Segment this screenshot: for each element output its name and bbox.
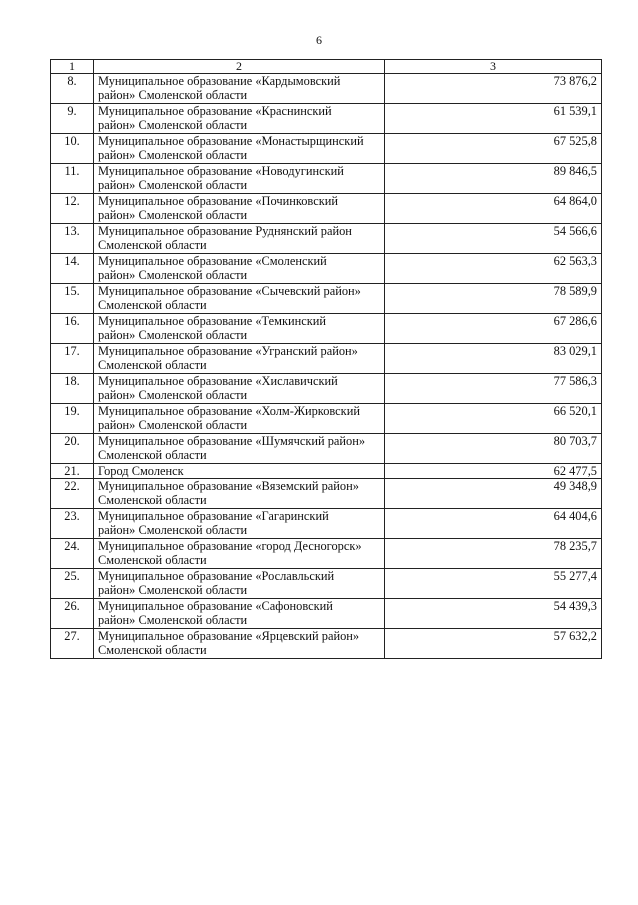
municipality-name-line: район» Смоленской области xyxy=(98,118,248,132)
row-number: 16. xyxy=(51,314,94,344)
municipality-name-line: Муниципальное образование «Гагаринский xyxy=(98,509,329,523)
amount-value: 67 286,6 xyxy=(385,314,602,344)
row-number: 14. xyxy=(51,254,94,284)
municipality-name-line: Муниципальное образование «Починковский xyxy=(98,194,338,208)
municipality-name xyxy=(94,134,385,164)
table-body xyxy=(51,60,602,659)
table-row xyxy=(51,539,602,569)
municipality-name xyxy=(94,344,385,374)
amount-value: 78 235,7 xyxy=(385,539,602,569)
row-number: 25. xyxy=(51,569,94,599)
row-number: 22. xyxy=(51,479,94,509)
municipality-name xyxy=(94,164,385,194)
amount-value: 66 520,1 xyxy=(385,404,602,434)
row-number: 20. xyxy=(51,434,94,464)
table-row xyxy=(51,194,602,224)
municipality-name-line: Муниципальное образование Руднянский район xyxy=(98,224,352,238)
municipality-name-line: Смоленской области xyxy=(98,553,207,567)
municipality-name-line: Город Смоленск xyxy=(98,464,184,478)
amount-value: 49 348,9 xyxy=(385,479,602,509)
table-row xyxy=(51,629,602,659)
table-row xyxy=(51,509,602,539)
table-header-row xyxy=(51,60,602,74)
municipality-name-line: Муниципальное образование «Вяземский район» xyxy=(98,479,359,493)
municipality-name xyxy=(94,629,385,659)
table-row xyxy=(51,434,602,464)
municipality-name-line: район» Смоленской области xyxy=(98,178,248,192)
amount-value: 64 864,0 xyxy=(385,194,602,224)
amount-value: 77 586,3 xyxy=(385,374,602,404)
municipality-name xyxy=(94,434,385,464)
table-row xyxy=(51,599,602,629)
amount-value: 54 566,6 xyxy=(385,224,602,254)
municipality-name-line: Муниципальное образование «Кардымовский xyxy=(98,74,341,88)
row-number: 11. xyxy=(51,164,94,194)
amount-value: 61 539,1 xyxy=(385,104,602,134)
municipality-name-line: район» Смоленской области xyxy=(98,613,248,627)
municipality-name xyxy=(94,284,385,314)
table-row xyxy=(51,374,602,404)
row-number: 12. xyxy=(51,194,94,224)
table-row xyxy=(51,224,602,254)
municipality-name-line: Муниципальное образование «Темкинский xyxy=(98,314,327,328)
row-number: 15. xyxy=(51,284,94,314)
page-number: 6 xyxy=(316,33,322,47)
municipality-name xyxy=(94,509,385,539)
municipality-name xyxy=(94,539,385,569)
amount-value: 73 876,2 xyxy=(385,74,602,104)
municipality-name-line: район» Смоленской области xyxy=(98,208,248,222)
municipality-name-line: Муниципальное образование «Краснинский xyxy=(98,104,332,118)
table-row xyxy=(51,104,602,134)
amount-value: 80 703,7 xyxy=(385,434,602,464)
municipality-name-line: Смоленской области xyxy=(98,493,207,507)
amount-value: 62 477,5 xyxy=(385,464,602,479)
amount-value: 64 404,6 xyxy=(385,509,602,539)
municipality-name-line: Муниципальное образование «Холм-Жирковский xyxy=(98,404,360,418)
table-row xyxy=(51,464,602,479)
municipality-name-line: Муниципальное образование «Новодугинский xyxy=(98,164,344,178)
row-number: 23. xyxy=(51,509,94,539)
table-row xyxy=(51,404,602,434)
row-number: 13. xyxy=(51,224,94,254)
table-row xyxy=(51,164,602,194)
amount-value: 62 563,3 xyxy=(385,254,602,284)
row-number: 21. xyxy=(51,464,94,479)
amount-value: 55 277,4 xyxy=(385,569,602,599)
municipality-name-line: район» Смоленской области xyxy=(98,328,248,342)
municipality-name-line: Муниципальное образование «Смоленский xyxy=(98,254,327,268)
municipality-name-line: Муниципальное образование «Рославльский xyxy=(98,569,335,583)
municipality-name-line: район» Смоленской области xyxy=(98,523,248,537)
municipality-name-line: Муниципальное образование «Шумячский район» xyxy=(98,434,366,448)
municipality-name-line: район» Смоленской области xyxy=(98,148,248,162)
row-number: 9. xyxy=(51,104,94,134)
municipality-name-line: район» Смоленской области xyxy=(98,268,248,282)
municipality-name xyxy=(94,314,385,344)
municipality-name-line: район» Смоленской области xyxy=(98,583,248,597)
amount-value: 78 589,9 xyxy=(385,284,602,314)
municipality-name xyxy=(94,599,385,629)
amount-value: 57 632,2 xyxy=(385,629,602,659)
municipality-name xyxy=(94,374,385,404)
municipality-name-line: Муниципальное образование «Монастырщинский xyxy=(98,134,364,148)
row-number: 26. xyxy=(51,599,94,629)
municipality-name-line: Муниципальное образование «Сычевский район» xyxy=(98,284,361,298)
municipality-name xyxy=(94,569,385,599)
municipality-name xyxy=(94,464,385,479)
row-number: 17. xyxy=(51,344,94,374)
row-number: 24. xyxy=(51,539,94,569)
column-header: 2 xyxy=(94,60,385,74)
municipality-name-line: Муниципальное образование «город Десногорск» xyxy=(98,539,362,553)
allocation-table xyxy=(50,59,602,659)
municipality-name-line: Смоленской области xyxy=(98,448,207,462)
amount-value: 89 846,5 xyxy=(385,164,602,194)
row-number: 27. xyxy=(51,629,94,659)
row-number: 10. xyxy=(51,134,94,164)
table-row xyxy=(51,344,602,374)
municipality-name-line: Муниципальное образование «Хиславичский xyxy=(98,374,338,388)
municipality-name-line: Муниципальное образование «Угранский район» xyxy=(98,344,358,358)
column-header: 3 xyxy=(385,60,602,74)
row-number: 18. xyxy=(51,374,94,404)
municipality-name xyxy=(94,224,385,254)
municipality-name-line: Смоленской области xyxy=(98,358,207,372)
row-number: 8. xyxy=(51,74,94,104)
municipality-name xyxy=(94,194,385,224)
table-row xyxy=(51,134,602,164)
table-row xyxy=(51,254,602,284)
municipality-name xyxy=(94,104,385,134)
amount-value: 83 029,1 xyxy=(385,344,602,374)
table-row xyxy=(51,479,602,509)
municipality-name xyxy=(94,404,385,434)
row-number: 19. xyxy=(51,404,94,434)
municipality-name xyxy=(94,254,385,284)
municipality-name-line: район» Смоленской области xyxy=(98,88,248,102)
table-row xyxy=(51,74,602,104)
municipality-name-line: Муниципальное образование «Ярцевский район» xyxy=(98,629,360,643)
municipality-name xyxy=(94,74,385,104)
column-header: 1 xyxy=(51,60,94,74)
municipality-name-line: Смоленской области xyxy=(98,238,207,252)
municipality-name-line: район» Смоленской области xyxy=(98,388,248,402)
table-row xyxy=(51,314,602,344)
municipality-name xyxy=(94,479,385,509)
municipality-name-line: Муниципальное образование «Сафоновский xyxy=(98,599,333,613)
table-row xyxy=(51,284,602,314)
amount-value: 54 439,3 xyxy=(385,599,602,629)
amount-value: 67 525,8 xyxy=(385,134,602,164)
table-row xyxy=(51,569,602,599)
municipality-name-line: Смоленской области xyxy=(98,298,207,312)
municipality-name-line: Смоленской области xyxy=(98,643,207,657)
municipality-name-line: район» Смоленской области xyxy=(98,418,248,432)
